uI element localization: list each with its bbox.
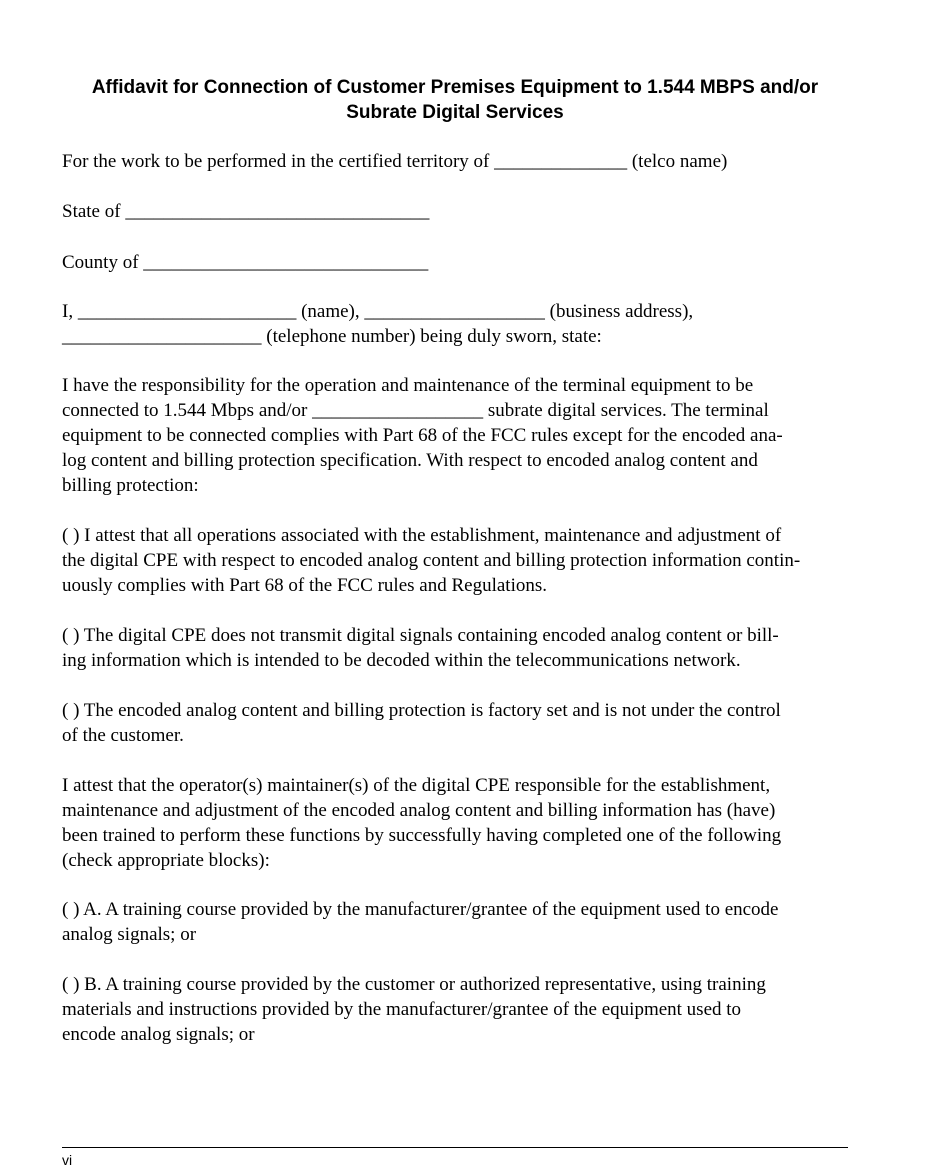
text-line: encode analog signals; or [62, 1024, 255, 1045]
text-line: materials and instructions provided by the manufacturer/grantee of the equipment used to [62, 999, 742, 1020]
factory-set-option [62, 698, 848, 748]
text-line: ( ) The digital CPE does not transmit digital signals containing encoded analog content or bill- [62, 625, 779, 646]
text-line: maintenance and adjustment of the encoded analog content and billing information has (have) [62, 800, 776, 821]
county-field-paragraph [62, 250, 848, 275]
text-line: billing protection: [62, 475, 199, 496]
title-line-2: Subrate Digital Services [346, 102, 564, 123]
text-line: been trained to perform these functions by successfully having completed one of the following [62, 825, 782, 846]
text-line: ( ) A. A training course provided by the manufacturer/grantee of the equipment used to encode [62, 899, 779, 920]
text-line: State of ________________________________ [62, 201, 430, 222]
attest-compliance-option [62, 523, 848, 598]
text-line: I attest that the operator(s) maintainer(s) of the digital CPE responsible for the establishment, [62, 775, 771, 796]
identity-fields-paragraph [62, 299, 848, 349]
text-line: (check appropriate blocks): [62, 850, 270, 871]
page-number: vi [62, 1152, 73, 1168]
text-line: the digital CPE with respect to encoded analog content and billing protection information contin- [62, 550, 801, 571]
text-line: County of ______________________________ [62, 252, 429, 273]
training-attestation-paragraph [62, 773, 848, 873]
text-line: ( ) The encoded analog content and billing protection is factory set and is not under the control [62, 700, 781, 721]
text-line: analog signals; or [62, 924, 197, 945]
text-line: connected to 1.544 Mbps and/or __________________ subrate digital services. The terminal [62, 400, 769, 421]
footer-divider [62, 1147, 848, 1148]
state-field-paragraph [62, 199, 848, 224]
territory-field-paragraph [62, 149, 848, 174]
document-page [62, 0, 848, 1173]
no-transmit-option [62, 623, 848, 673]
text-line: ing information which is intended to be decoded within the telecommunications network. [62, 650, 741, 671]
text-line: ( ) B. A training course provided by the customer or authorized representative, using training [62, 974, 766, 995]
text-line: uously complies with Part 68 of the FCC rules and Regulations. [62, 575, 547, 596]
document-title [42, 75, 868, 125]
text-line: ( ) I attest that all operations associated with the establishment, maintenance and adjustment of [62, 525, 782, 546]
title-line-1: Affidavit for Connection of Customer Premises Equipment to 1.544 MBPS and/or [91, 77, 819, 98]
training-option-a [62, 897, 848, 947]
text-line: I have the responsibility for the operation and maintenance of the terminal equipment to be [62, 375, 754, 396]
text-line: of the customer. [62, 725, 184, 746]
text-line: For the work to be performed in the certified territory of ______________ (telco name) [62, 151, 728, 172]
text-line: _____________________ (telephone number) being duly sworn, state: [62, 326, 602, 347]
responsibility-paragraph [62, 373, 848, 498]
text-line: log content and billing protection specification. With respect to encoded analog content and [62, 450, 758, 471]
text-line: I, _______________________ (name), ___________________ (business address), [62, 301, 694, 322]
text-line: equipment to be connected complies with Part 68 of the FCC rules except for the encoded ana- [62, 425, 783, 446]
training-option-b [62, 972, 848, 1047]
